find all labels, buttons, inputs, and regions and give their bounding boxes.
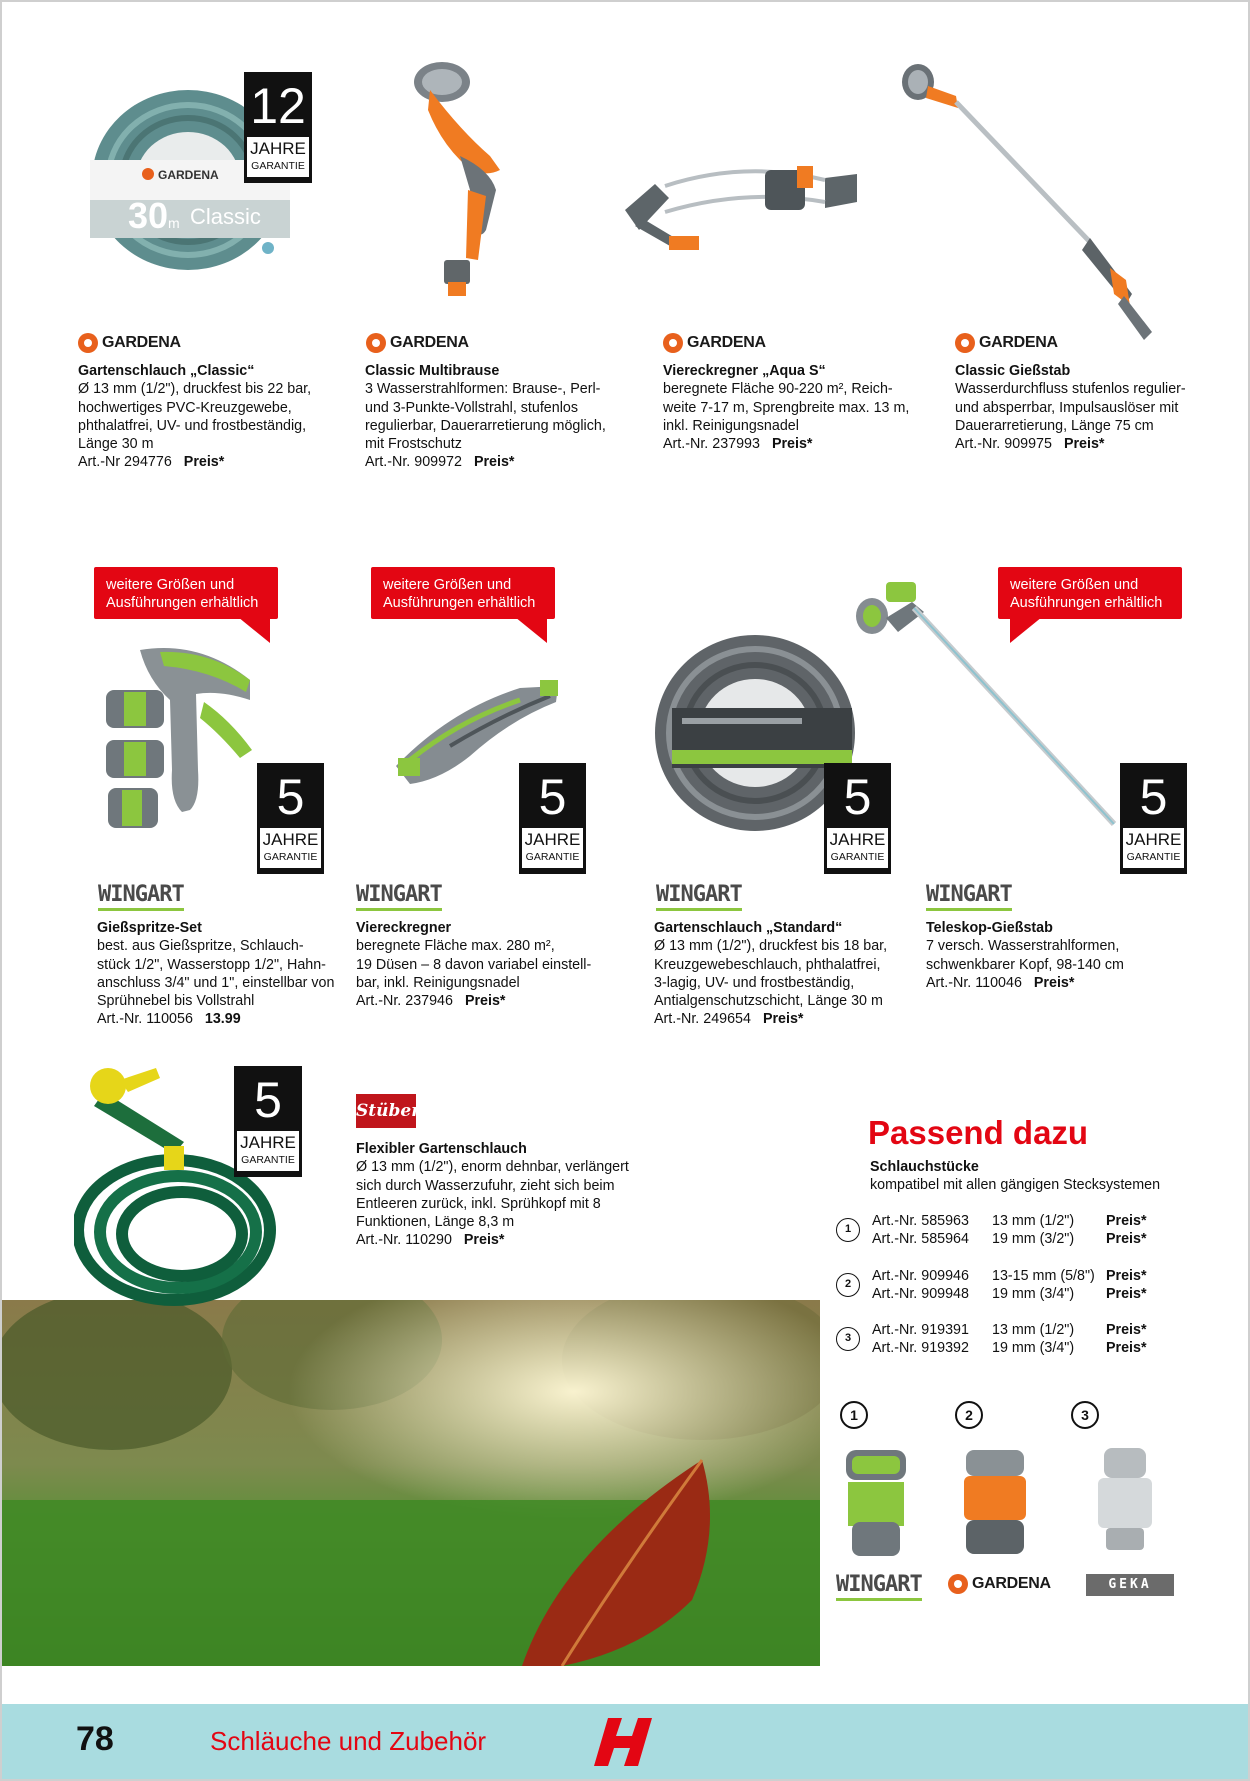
article-number: Art.-Nr. 110290 bbox=[356, 1232, 452, 1249]
article-number: Art.-Nr. 110056 bbox=[97, 1011, 193, 1028]
garantie-badge-12 bbox=[244, 72, 312, 183]
article-number: Art.-Nr. 249654 bbox=[654, 1011, 751, 1028]
wingart-logo: WINGART bbox=[836, 1574, 922, 1601]
svg-text:30: 30 bbox=[128, 195, 169, 236]
gardena-flower-icon bbox=[366, 333, 386, 353]
product-title: Viereckregner bbox=[356, 920, 452, 936]
svg-text:GARDENA: GARDENA bbox=[158, 168, 219, 182]
price: Preis* bbox=[473, 454, 515, 471]
product-gartenschlauch-classic: Gartenschlauch „Classic“ Ø 13 mm (1/2"), druckfest bis 22 bar, hochwertiges PVC-Kreuzgewebe, phthalatfrei, UV- und frostbeständig, Länge 30 m Art.-Nr 294776 Preis* bbox=[78, 363, 312, 471]
garantie-years: 5 bbox=[260, 766, 321, 828]
gardena-fitting-image bbox=[960, 1446, 1030, 1558]
garantie-label: GARANTIE bbox=[830, 851, 885, 863]
garantie-jahre-label: JAHRE bbox=[250, 139, 306, 158]
gardena-logo: GARDENA bbox=[78, 333, 181, 353]
product-classic-multibrause: Classic Multibrause 3 Wasserstrahlformen: Brause-, Perl- und 3-Punkte-Vollstrahl, stufenlos regulierbar, Dauerarretierung möglich, mit Frostschutz Art.-Nr. 909972 Preis* bbox=[365, 363, 606, 471]
garantie-years: 12 bbox=[247, 75, 309, 137]
teleskop-giessstab-image bbox=[852, 578, 1128, 840]
garantie-badge-5 bbox=[257, 763, 324, 874]
wingart-logo: WINGART bbox=[98, 884, 184, 911]
group-number: 3 bbox=[836, 1327, 860, 1351]
article-number: Art.-Nr. 909972 bbox=[365, 454, 462, 471]
page-number: 78 bbox=[76, 1720, 114, 1758]
wingart-logo: WINGART bbox=[656, 884, 742, 911]
article-number: Art.-Nr. 909975 bbox=[955, 436, 1052, 453]
article-number: Art.-Nr. 237993 bbox=[663, 436, 760, 453]
gardena-flower-icon bbox=[78, 333, 98, 353]
garantie-jahre-label: JAHRE bbox=[1125, 830, 1182, 849]
section-title: Schläuche und Zubehör bbox=[210, 1726, 487, 1756]
wingart-logo: WINGART bbox=[926, 884, 1012, 911]
product-title: Gartenschlauch „Standard“ bbox=[654, 920, 843, 936]
passend-dazu-heading: Passend dazu bbox=[868, 1114, 1089, 1151]
lawn-photo bbox=[2, 1300, 820, 1666]
gardena-logo: GARDENA bbox=[663, 333, 766, 353]
group-number: 2 bbox=[836, 1273, 860, 1297]
product-classic-giessstab: Classic Gießstab Wasserdurchfluss stufenlos regulier- und absperrbar, Impulsauslöser mit Dauerarretierung, Länge 75 cm Art.-Nr. 909975 Preis* bbox=[955, 363, 1186, 453]
garantie-label: GARANTIE bbox=[241, 1154, 295, 1166]
garantie-label: GARANTIE bbox=[525, 851, 580, 863]
article-number: Art.-Nr. 237946 bbox=[356, 993, 453, 1010]
garantie-label: GARANTIE bbox=[263, 851, 318, 863]
classic-giessstab-image bbox=[900, 62, 1162, 344]
gardena-logo: GARDENA bbox=[955, 333, 1058, 353]
garantie-jahre-label: JAHRE bbox=[829, 830, 886, 849]
svg-text:Classic: Classic bbox=[190, 204, 261, 229]
garantie-jahre-label: JAHRE bbox=[524, 830, 581, 849]
product-title: Classic Gießstab bbox=[955, 363, 1071, 379]
gardena-flower-icon bbox=[663, 333, 683, 353]
product-giessspritze-set: Gießspritze-Set best. aus Gießspritze, Schlauch- stück 1/2", Wasserstopp 1/2", Hahn- anschluss 3/4" und 1", einstellbar von Sprühnebel bis Vollstrahl Art.-Nr. 110056 13.99 bbox=[97, 920, 335, 1028]
garantie-years: 5 bbox=[1123, 766, 1184, 828]
garantie-badge-5 bbox=[519, 763, 586, 874]
more-sizes-tag: weitere Größen und Ausführungen erhältlich bbox=[998, 567, 1182, 619]
product-title: Flexibler Gartenschlauch bbox=[356, 1141, 527, 1157]
fitting-number: 2 bbox=[955, 1401, 983, 1429]
h-logo-icon bbox=[594, 1716, 656, 1768]
price: 13.99 bbox=[204, 1011, 241, 1028]
garantie-label: GARANTIE bbox=[1126, 851, 1181, 863]
passend-dazu-subtitle: Schlauchstücke kompatibel mit allen gängigen Stecksystemen bbox=[870, 1159, 1161, 1193]
garantie-years: 5 bbox=[522, 766, 583, 828]
garantie-badge-5 bbox=[824, 763, 891, 874]
price: Preis* bbox=[1063, 436, 1105, 453]
article-number: Art.-Nr 294776 bbox=[78, 454, 172, 471]
aqua-s-sprinkler-image bbox=[625, 150, 860, 260]
product-title: Classic Multibrause bbox=[365, 363, 500, 379]
more-sizes-tag: weitere Größen und Ausführungen erhältlich bbox=[94, 567, 278, 619]
garantie-jahre-label: JAHRE bbox=[262, 830, 319, 849]
wingart-logo: WINGART bbox=[356, 884, 442, 911]
garantie-badge-5 bbox=[1120, 763, 1187, 874]
price: Preis* bbox=[771, 436, 813, 453]
group-number: 1 bbox=[836, 1218, 860, 1242]
gardena-logo: GARDENA bbox=[948, 1574, 1051, 1594]
product-teleskop-giessstab: Teleskop-Gießstab 7 versch. Wasserstrahlformen, schwenkbarer Kopf, 98-140 cm Art.-Nr. 110046 Preis* bbox=[926, 920, 1124, 991]
multibrause-image bbox=[400, 60, 520, 300]
article-number: Art.-Nr. 110046 bbox=[926, 974, 1022, 991]
geka-logo: GEKA bbox=[1086, 1574, 1174, 1596]
svg-text:m: m bbox=[168, 215, 180, 231]
garantie-years: 5 bbox=[237, 1069, 299, 1131]
garantie-years: 5 bbox=[827, 766, 888, 828]
stuber-logo: Stüber bbox=[356, 1094, 416, 1128]
wingart-fitting-image bbox=[842, 1446, 910, 1558]
garantie-badge-5 bbox=[234, 1066, 302, 1177]
product-viereckregner-aqua-s: Viereckregner „Aqua S“ beregnete Fläche 90-220 m², Reich- weite 7-17 m, Sprengbreite max. 13 m, inkl. Reinigungsnadel Art.-Nr. 237993 Preis* bbox=[663, 363, 910, 453]
price: Preis* bbox=[1033, 974, 1075, 991]
price: Preis* bbox=[183, 454, 225, 471]
garantie-label: GARANTIE bbox=[251, 160, 305, 172]
gardena-flower-icon bbox=[955, 333, 975, 353]
product-gartenschlauch-standard: Gartenschlauch „Standard“ Ø 13 mm (1/2"), druckfest bis 18 bar, Kreuzgewebeschlauch, phthalatfrei, 3-lagig, UV- und frostbeständig, Antialgenschutzschicht, Länge 30 m Art.-Nr. 249654 Preis* bbox=[654, 920, 888, 1028]
gardena-flower-icon bbox=[948, 1574, 968, 1594]
more-sizes-tag: weitere Größen und Ausführungen erhältlich bbox=[371, 567, 555, 619]
fitting-number: 3 bbox=[1071, 1401, 1099, 1429]
product-viereckregner: Viereckregner beregnete Fläche max. 280 m², 19 Düsen – 8 davon variabel einstell- bar, inkl. Reinigungsnadel Art.-Nr. 237946 Preis* bbox=[356, 920, 592, 1010]
price: Preis* bbox=[463, 1232, 505, 1249]
price: Preis* bbox=[762, 1011, 804, 1028]
fitting-number: 1 bbox=[840, 1401, 868, 1429]
product-flexibler-gartenschlauch: Flexibler Gartenschlauch Ø 13 mm (1/2"), enorm dehnbar, verlängert sich durch Wasserzufuhr, zieht sich beim Entleeren zurück, inkl. Sprühkopf mit 8 Funktionen, Länge 8,3 m Art.-Nr. 110290 Preis* bbox=[356, 1141, 629, 1249]
price: Preis* bbox=[464, 993, 506, 1010]
garantie-jahre-label: JAHRE bbox=[240, 1133, 296, 1152]
product-title: Viereckregner „Aqua S“ bbox=[663, 363, 826, 379]
gardena-logo: GARDENA bbox=[366, 333, 469, 353]
product-title: Gartenschlauch „Classic“ bbox=[78, 363, 255, 379]
product-title: Gießspritze-Set bbox=[97, 920, 202, 936]
product-title: Teleskop-Gießstab bbox=[926, 920, 1053, 936]
geka-fitting-image bbox=[1094, 1444, 1156, 1554]
